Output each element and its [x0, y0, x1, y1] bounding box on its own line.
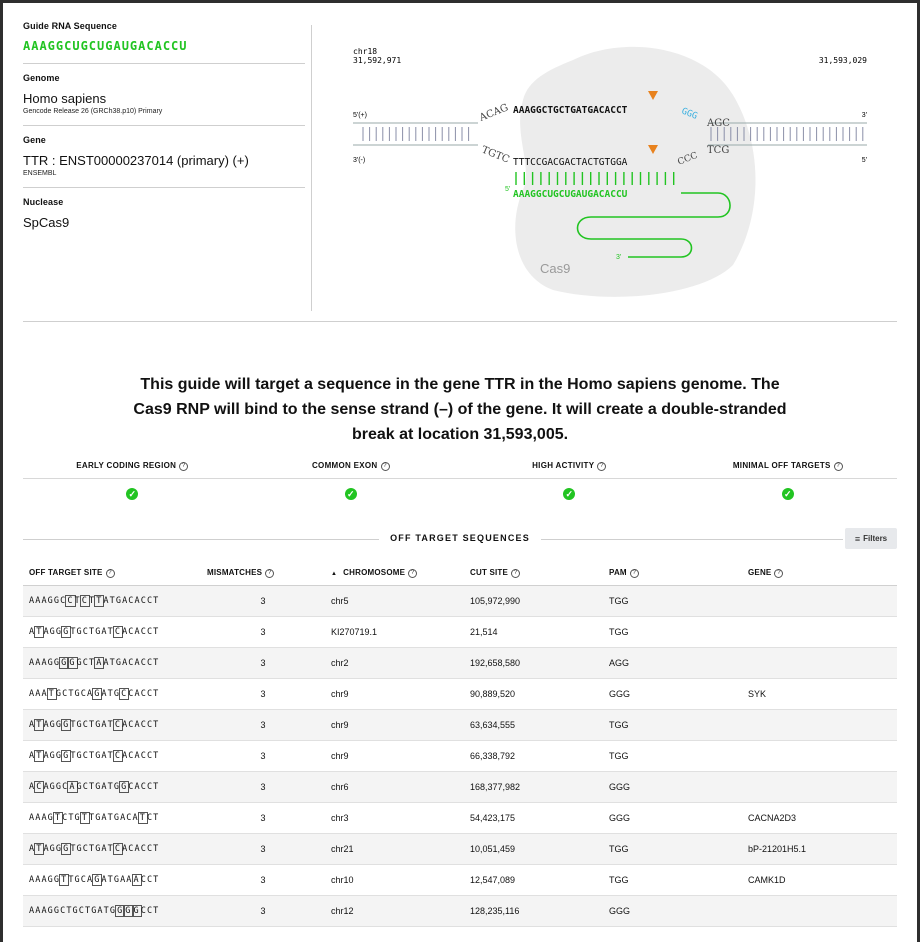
help-icon[interactable]: ?: [265, 569, 274, 578]
nuclease-value: SpCas9: [23, 215, 70, 230]
col-cut-site-label: CUT SITE: [470, 568, 509, 577]
mismatch-base: G: [63, 627, 70, 637]
help-icon[interactable]: ?: [381, 462, 390, 471]
check-icon: ✓: [345, 488, 357, 500]
mismatch-base: A: [69, 782, 76, 792]
sort-asc-icon[interactable]: ▲: [331, 571, 338, 577]
pam-cell: TGG: [603, 710, 742, 741]
cas9-label: Cas9: [540, 261, 571, 276]
mismatch-base: G: [63, 751, 70, 761]
table-row[interactable]: [23, 710, 897, 741]
check-icon: ✓: [782, 488, 794, 500]
col-mismatches-label: MISMATCHES: [207, 568, 263, 577]
col-gene-label: GENE: [748, 568, 772, 577]
col-pam-label: PAM: [609, 568, 627, 577]
gene-cell: [742, 896, 897, 927]
top-pam: GGG: [679, 106, 699, 122]
table-row[interactable]: [23, 865, 897, 896]
chromosome-cell: KI270719.1: [325, 617, 464, 648]
chromosome-label: chr18: [353, 47, 378, 56]
mismatch-count: 3: [201, 710, 325, 741]
genome-label: Genome: [23, 73, 60, 83]
cut-site-cell: 168,377,982: [464, 772, 603, 803]
position-right: 31,593,029: [818, 56, 867, 65]
pam-cell: AGG: [603, 648, 742, 679]
table-row[interactable]: [23, 772, 897, 803]
cut-site-cell: 90,889,520: [464, 679, 603, 710]
header-rule-right: [541, 539, 843, 540]
cut-site-cell: 21,514: [464, 617, 603, 648]
pam-cell: GGG: [603, 896, 742, 927]
mismatch-base: T: [36, 751, 43, 761]
mismatch-base: C: [81, 596, 88, 606]
chromosome-cell: chr9: [325, 679, 464, 710]
col-gene[interactable]: [742, 561, 897, 586]
mismatch-base: C: [36, 782, 43, 792]
off-target-sequence: ATAGGGTGCTGATCACACCT: [23, 834, 201, 865]
filters-label: Filters: [863, 534, 888, 543]
chromosome-cell: chr21: [325, 834, 464, 865]
cut-site-cell: 54,423,175: [464, 803, 603, 834]
mismatch-base: A: [96, 658, 103, 668]
guide-summary: This guide will target a sequence in the gene TTR in the Homo sapiens genome. The Cas9 RNP will bind to the sense strand (–) of the gene. It will create a double-stranded break at location 31,593,005.: [133, 376, 787, 443]
help-icon[interactable]: ?: [834, 462, 843, 471]
bottom-pam: CCC: [676, 150, 700, 168]
mismatch-count: 3: [201, 803, 325, 834]
cut-site-cell: 12,547,089: [464, 865, 603, 896]
table-row[interactable]: [23, 896, 897, 927]
table-row[interactable]: [23, 586, 897, 617]
mismatch-count: 3: [201, 617, 325, 648]
table-row[interactable]: [23, 679, 897, 710]
gene-value: TTR : ENST00000237014 (primary) (+): [23, 153, 249, 168]
guide-criteria: [23, 456, 897, 509]
mismatch-count: 3: [201, 679, 325, 710]
cut-site-cell: 10,051,459: [464, 834, 603, 865]
mismatch-base: G: [63, 844, 70, 854]
mismatch-base: T: [54, 813, 62, 823]
pam-cell: GGG: [603, 803, 742, 834]
cas9-blob: [515, 47, 755, 297]
mismatch-base: G: [94, 875, 101, 885]
mismatch-base: C: [121, 689, 128, 699]
bottom-target-seq: TTTCCGACGACTACTGTGGA: [513, 157, 628, 168]
mismatch-base: C: [114, 751, 122, 761]
genome-release: Gencode Release 26 (GRCh38.p10) Primary: [23, 108, 163, 115]
off-target-sequence: ATAGGGTGCTGATCACACCT: [23, 617, 201, 648]
off-target-sequence: ATAGGGTGCTGATCACACCT: [23, 741, 201, 772]
off-target-header: [23, 526, 897, 550]
guide-block: [23, 21, 305, 64]
mismatch-base: G: [117, 906, 124, 916]
guide-info-panel: [23, 21, 305, 249]
mismatch-base: G: [61, 658, 68, 668]
off-target-sequence: AAATGCTGCAGATGCCACCT: [23, 679, 201, 710]
gene-cell: CAMK1D: [742, 865, 897, 896]
cut-site-cell: 192,658,580: [464, 648, 603, 679]
nuclease-label: Nuclease: [23, 197, 64, 207]
table-header-row: [23, 561, 897, 586]
table-row[interactable]: [23, 741, 897, 772]
help-icon[interactable]: ?: [774, 569, 783, 578]
off-target-sequence: ATAGGGTGCTGATCACACCT: [23, 710, 201, 741]
col-mismatches[interactable]: [201, 561, 325, 586]
criterion-label: [242, 456, 461, 478]
mismatch-base: G: [94, 689, 101, 699]
cut-site-cell: 66,338,792: [464, 741, 603, 772]
mismatch-base: G: [63, 720, 70, 730]
chromosome-cell: chr9: [325, 710, 464, 741]
cut-site-cell: 128,235,116: [464, 896, 603, 927]
mismatch-count: 3: [201, 896, 325, 927]
app-frame: [3, 3, 917, 942]
bottom-left-flank: TGTC: [479, 144, 511, 166]
off-target-sequence: ACAGGCAGCTGATGGCACCT: [23, 772, 201, 803]
mismatch-base: C: [114, 844, 122, 854]
col-site-label: OFF TARGET SITE: [29, 568, 103, 577]
criterion-label-text: HIGH ACTIVITY: [532, 461, 595, 470]
chromosome-cell: chr5: [325, 586, 464, 617]
off-target-sequence: AAAGGTTGCAGATGAAACCT: [23, 865, 201, 896]
mismatch-base: C: [114, 627, 122, 637]
check-icon: ✓: [563, 488, 575, 500]
mismatch-count: 3: [201, 586, 325, 617]
position-left: 31,592,971: [353, 56, 402, 65]
mismatch-base: T: [96, 596, 103, 606]
off-target-sequence: AAAGTCTGTTGATGACATCT: [23, 803, 201, 834]
off-target-rows: [23, 586, 897, 927]
mismatch-base: T: [139, 813, 146, 823]
off-target-sequence: AAAGGCCTCTTATGACACCT: [23, 586, 201, 617]
col-chromosome[interactable]: [325, 561, 464, 586]
pam-cell: TGG: [603, 834, 742, 865]
strand-top-left: 5'(+): [353, 112, 367, 119]
criterion-status: [242, 479, 461, 509]
top-left-flank: ACAG: [478, 102, 511, 124]
mismatch-count: 3: [201, 865, 325, 896]
guide-label: Guide RNA Sequence: [23, 21, 117, 31]
table-row[interactable]: [23, 803, 897, 834]
vertical-divider: [311, 25, 312, 311]
col-off-target-site[interactable]: [23, 561, 201, 586]
mismatch-base: G: [69, 658, 76, 668]
off-target-sequence: AAAGGCTGCTGATGG G GCCT: [23, 896, 201, 927]
gene-cell: [742, 586, 897, 617]
gene-block: [23, 135, 305, 188]
criterion-status: [679, 479, 898, 509]
cas9-binding-diagram: [323, 25, 883, 305]
cut-site-cell: 105,972,990: [464, 586, 603, 617]
help-icon[interactable]: ?: [408, 569, 417, 578]
strand-bottom-right: 5': [861, 157, 867, 164]
help-icon[interactable]: ?: [597, 462, 606, 471]
genome-value: Homo sapiens: [23, 91, 107, 106]
table-row[interactable]: [23, 617, 897, 648]
gene-cell: [742, 772, 897, 803]
rna-sequence: AAAGGCUGCUGAUGACACCU: [513, 189, 628, 200]
mismatch-base: T: [36, 720, 43, 730]
mismatch-count: 3: [201, 834, 325, 865]
mismatch-base: T: [48, 689, 55, 699]
guide-sequence: AAAGGCUGCUGAUGACACCU: [23, 39, 188, 53]
mismatch-count: 3: [201, 772, 325, 803]
gene-cell: [742, 710, 897, 741]
criterion-label: [679, 456, 898, 478]
gene-cell: SYK: [742, 679, 897, 710]
mismatch-base: T: [36, 844, 43, 854]
check-icon: ✓: [126, 488, 138, 500]
mismatch-count: 3: [201, 741, 325, 772]
criteria-labels: [23, 456, 897, 479]
pam-cell: TGG: [603, 617, 742, 648]
pam-cell: TGG: [603, 865, 742, 896]
top-target-seq: AAAGGCTGCTGATGACACCT: [513, 105, 628, 116]
criterion-label-text: EARLY CODING REGION: [76, 461, 177, 470]
mismatch-base: C: [114, 720, 122, 730]
chromosome-cell: chr2: [325, 648, 464, 679]
chromosome-cell: chr3: [325, 803, 464, 834]
mismatch-base: A: [133, 875, 140, 885]
filter-icon: ≡: [854, 533, 861, 544]
col-cut-site[interactable]: [464, 561, 603, 586]
gene-cell: [742, 741, 897, 772]
pam-cell: TGG: [603, 741, 742, 772]
criterion-label-text: COMMON EXON: [311, 461, 378, 470]
mismatch-base: G: [125, 906, 132, 916]
chromosome-cell: chr9: [325, 741, 464, 772]
criterion-label-text: MINIMAL OFF TARGETS: [732, 461, 831, 470]
pam-cell: GGG: [603, 772, 742, 803]
off-target-table: [23, 561, 897, 927]
criterion-label: [23, 456, 242, 478]
help-icon[interactable]: ?: [179, 462, 188, 471]
mismatch-base: T: [36, 627, 43, 637]
criterion-status: [460, 479, 679, 509]
nuclease-block: [23, 197, 305, 240]
mismatch-base: T: [61, 875, 68, 885]
base-pair-ticks-left: [363, 127, 469, 141]
mismatch-base: G: [121, 782, 128, 792]
bottom-right-flank: TCG: [707, 145, 730, 156]
strand-top-right: 3': [861, 112, 867, 119]
filters-button[interactable]: [845, 528, 897, 549]
rna-three-prime: 3': [616, 254, 622, 261]
pam-cell: TGG: [603, 586, 742, 617]
strand-bottom-left: 3'(-): [353, 157, 366, 164]
table-row[interactable]: [23, 834, 897, 865]
criterion-label: [460, 456, 679, 478]
help-icon[interactable]: ?: [511, 569, 520, 578]
mismatch-base: G: [133, 906, 140, 916]
criteria-checks: [23, 479, 897, 509]
top-right-flank: AGC: [707, 118, 730, 129]
genome-block: [23, 73, 305, 126]
gene-label: Gene: [23, 135, 46, 145]
gene-cell: [742, 648, 897, 679]
cut-site-cell: 63,634,555: [464, 710, 603, 741]
off-target-title: OFF TARGET SEQUENCES: [390, 533, 530, 543]
gene-cell: [742, 617, 897, 648]
table-row[interactable]: [23, 648, 897, 679]
criterion-status: [23, 479, 242, 509]
col-pam[interactable]: [603, 561, 742, 586]
chromosome-cell: chr10: [325, 865, 464, 896]
col-chromosome-label: CHROMOSOME: [343, 568, 406, 577]
rna-five-prime: 5': [505, 186, 511, 193]
help-icon[interactable]: ?: [630, 569, 639, 578]
mismatch-base: C: [67, 596, 74, 606]
chromosome-cell: chr6: [325, 772, 464, 803]
chromosome-cell: chr12: [325, 896, 464, 927]
off-target-sequence: AAAGGG GGCTAATGACACCT: [23, 648, 201, 679]
gene-cell: bP-21201H5.1: [742, 834, 897, 865]
mismatch-base: T: [81, 813, 88, 823]
mismatch-count: 3: [201, 648, 325, 679]
gene-source: ENSEMBL: [23, 170, 57, 177]
help-icon[interactable]: ?: [106, 569, 115, 578]
pam-cell: GGG: [603, 679, 742, 710]
gene-cell: CACNA2D3: [742, 803, 897, 834]
section-divider: [23, 321, 897, 322]
